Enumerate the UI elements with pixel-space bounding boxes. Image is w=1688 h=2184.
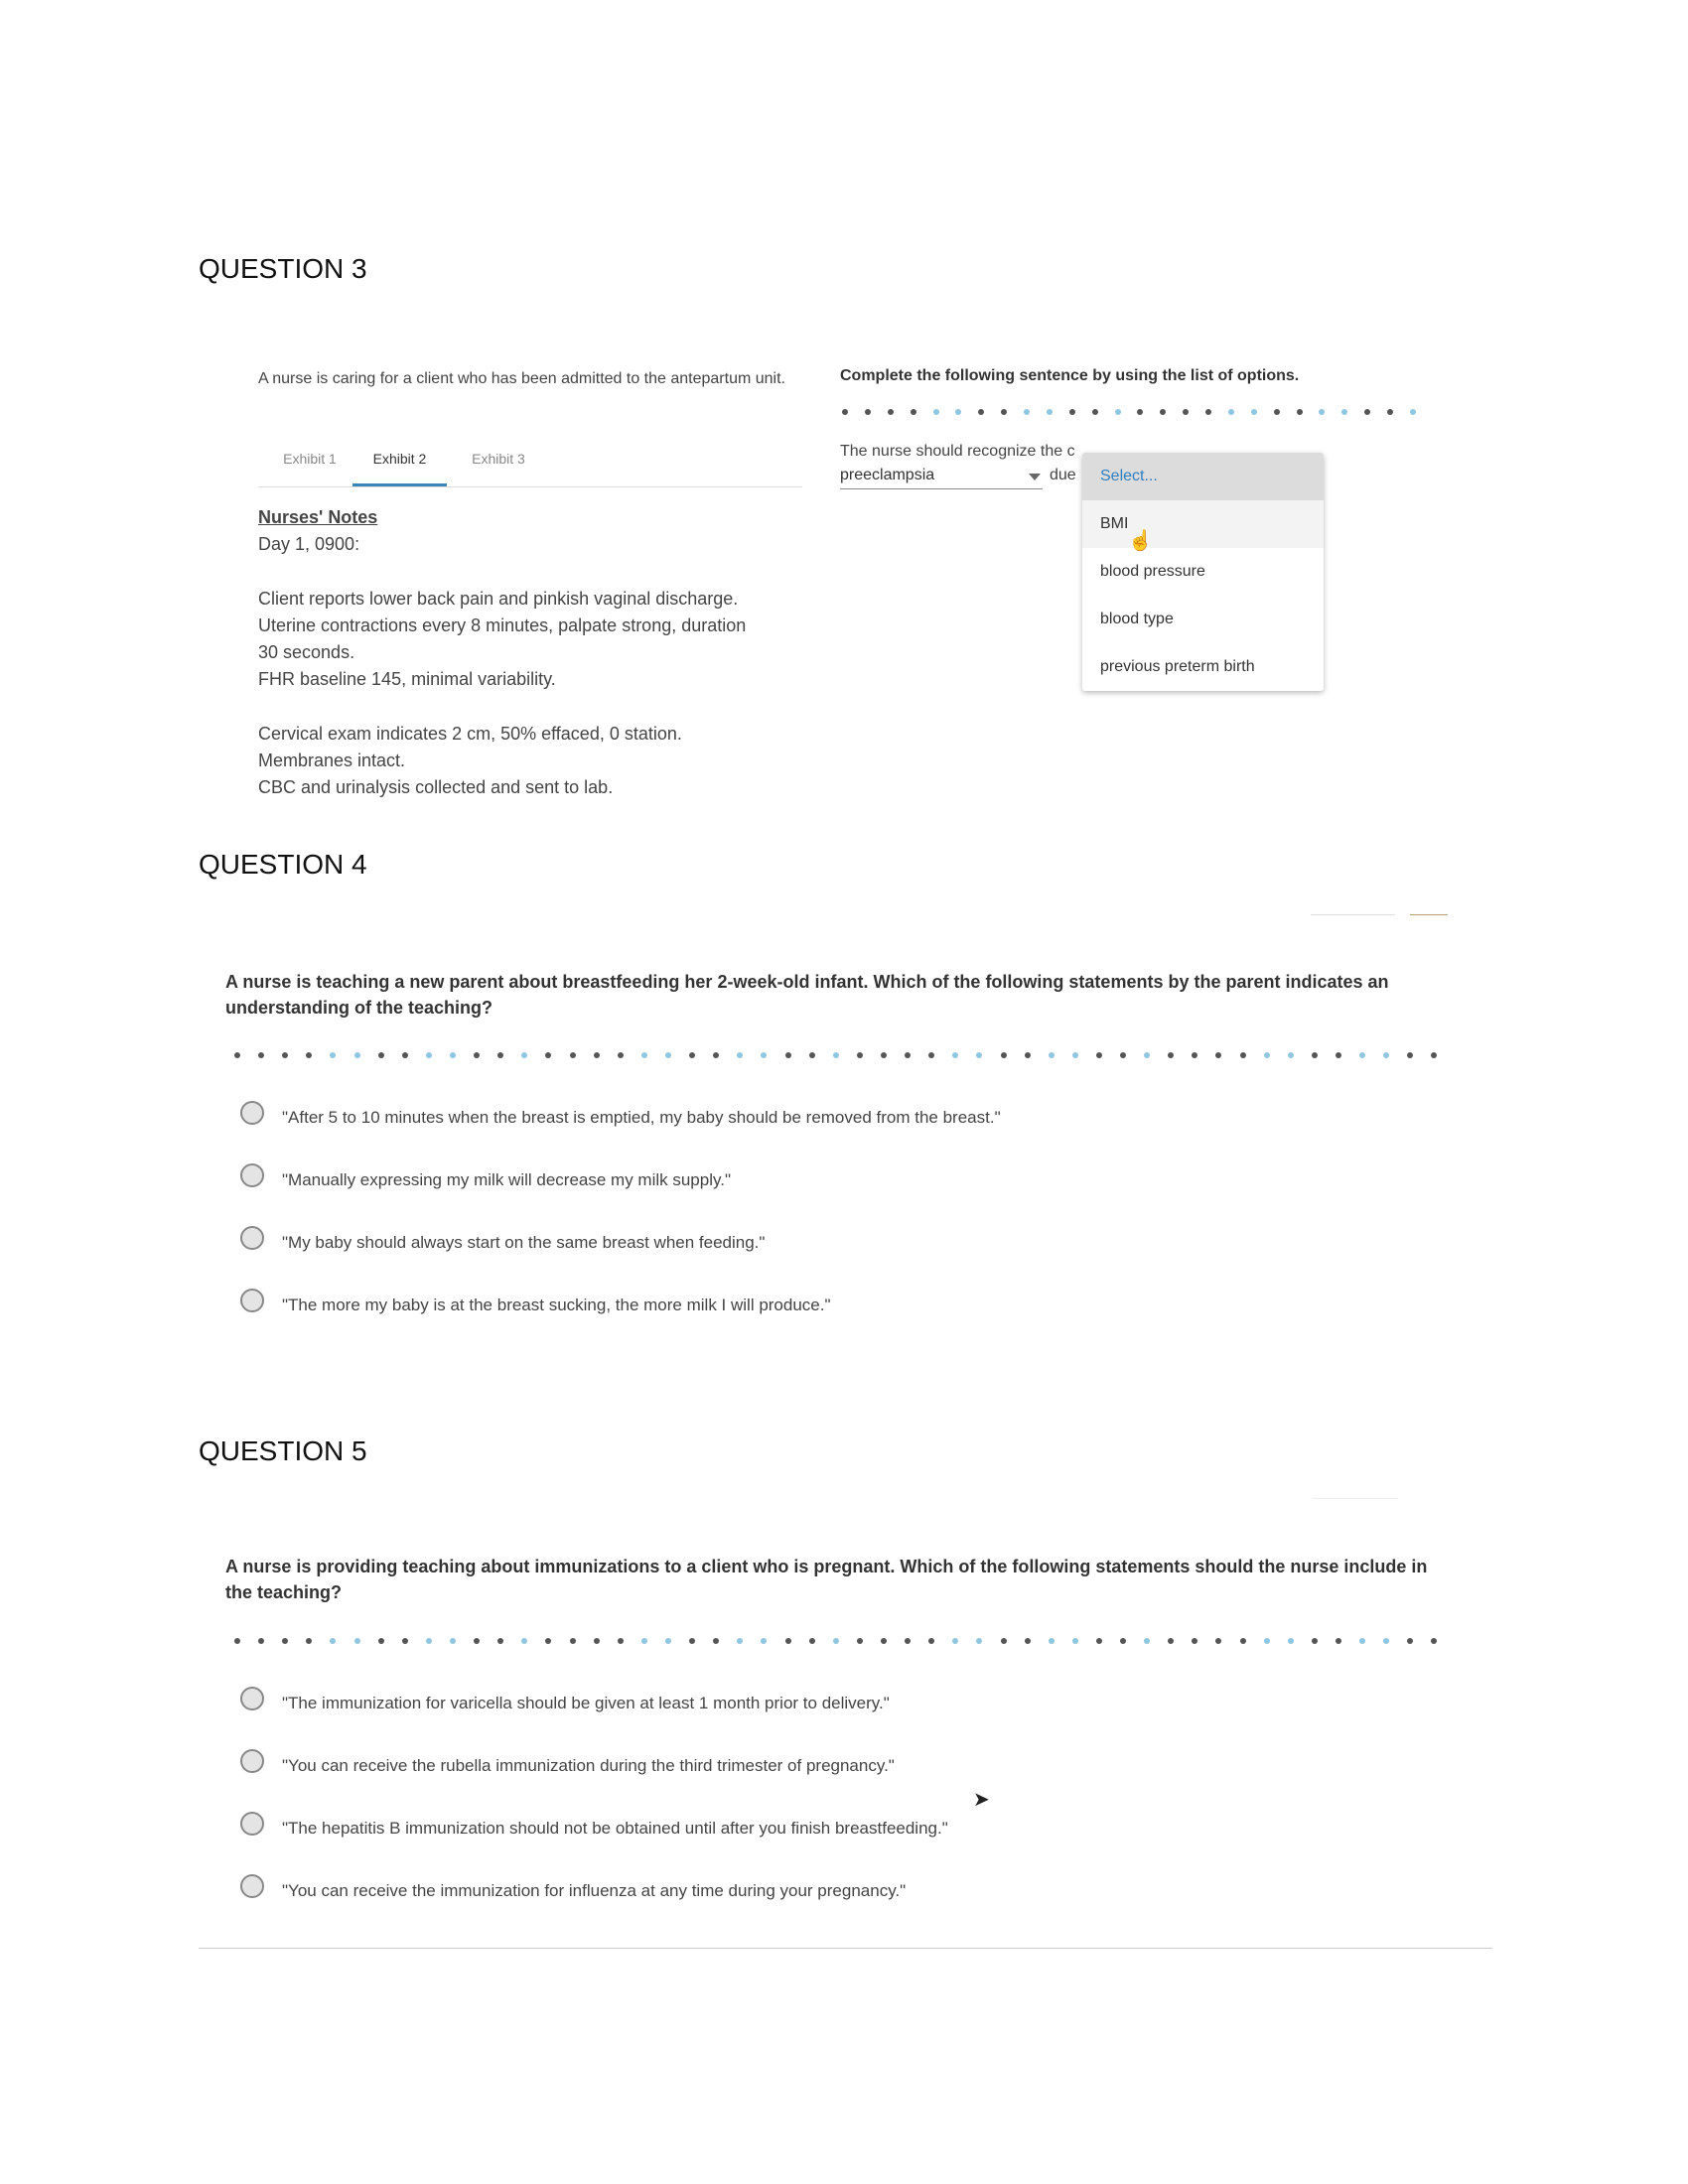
- condition-select[interactable]: [840, 467, 1043, 489]
- q5-option[interactable]: [240, 1809, 948, 1839]
- question-4-heading: QUESTION 4: [199, 849, 367, 880]
- divider-dot: [933, 409, 939, 415]
- notes-line: FHR baseline 145, minimal variability.: [258, 669, 556, 690]
- divider-dot: [378, 1638, 384, 1644]
- divider-dot: [978, 409, 984, 415]
- divider-dot: [330, 1052, 336, 1058]
- divider-dot: [833, 1638, 839, 1644]
- divider-dot: [594, 1052, 600, 1058]
- divider-dot: [1387, 409, 1393, 415]
- divider-dot: [450, 1052, 456, 1058]
- divider-dot: [761, 1638, 767, 1644]
- q4-option[interactable]: [240, 1098, 1001, 1128]
- divider-dot: [641, 1638, 647, 1644]
- tab-exhibit-1[interactable]: Exhibit 1: [283, 451, 337, 467]
- divider-dot: [450, 1638, 456, 1644]
- divider-dot: [905, 1638, 911, 1644]
- divider-dot: [1120, 1638, 1126, 1644]
- divider-dot: [1001, 409, 1007, 415]
- divider-dot: [1096, 1052, 1102, 1058]
- divider-dot: [785, 1638, 791, 1644]
- divider-dot: [1144, 1052, 1150, 1058]
- divider-dot: [976, 1638, 982, 1644]
- divider-dot: [1025, 1638, 1031, 1644]
- dropdown-option-select[interactable]: Select...: [1082, 453, 1324, 500]
- divider-dot: [833, 1052, 839, 1058]
- divider-dot: [665, 1638, 671, 1644]
- divider-dot: [354, 1052, 360, 1058]
- q3-instruction: Complete the following sentence by using the list of options.: [840, 367, 1300, 384]
- dotted-divider: [234, 1050, 1438, 1060]
- divider-dot: [354, 1638, 360, 1644]
- notes-line: Uterine contractions every 8 minutes, palpate strong, duration: [258, 614, 747, 635]
- divider-dot: [1168, 1638, 1174, 1644]
- divider-dot: [1137, 409, 1143, 415]
- divider-dot: [1001, 1638, 1007, 1644]
- dropdown-option-blood-pressure[interactable]: blood pressure: [1100, 563, 1205, 580]
- divider-dot: [1183, 409, 1189, 415]
- divider-dot: [1383, 1052, 1389, 1058]
- divider-dot: [1383, 1638, 1389, 1644]
- option-text: "Manually expressing my milk will decrease my milk supply.": [282, 1170, 731, 1189]
- notes-time: Day 1, 0900:: [258, 534, 360, 555]
- divider-dot: [881, 1638, 887, 1644]
- divider-dot: [1297, 409, 1303, 415]
- radio-button[interactable]: [240, 1289, 264, 1312]
- q3-sentence: The nurse should recognize the c: [840, 443, 1075, 460]
- divider-dot: [545, 1052, 551, 1058]
- dropdown-option-blood-type[interactable]: blood type: [1100, 611, 1174, 627]
- radio-button[interactable]: [240, 1101, 264, 1125]
- divider-dot: [955, 409, 961, 415]
- divider-dot: [1228, 409, 1234, 415]
- divider-dot: [928, 1638, 934, 1644]
- option-text: "My baby should always start on the same breast when feeding.": [282, 1233, 766, 1252]
- divider-dot: [809, 1052, 815, 1058]
- divider-dot: [426, 1638, 432, 1644]
- radio-button[interactable]: [240, 1163, 264, 1187]
- divider-dot: [1215, 1052, 1221, 1058]
- divider-dot: [809, 1638, 815, 1644]
- divider-dot: [521, 1638, 527, 1644]
- divider-dot: [1115, 409, 1121, 415]
- divider-dot: [888, 409, 894, 415]
- divider-dot: [689, 1052, 695, 1058]
- hand-pointer-icon: ☝: [1128, 530, 1153, 552]
- divider-dot: [570, 1638, 576, 1644]
- divider-dot: [282, 1638, 288, 1644]
- divider-dot: [1192, 1638, 1197, 1644]
- divider-dot: [881, 1052, 887, 1058]
- divider-dot: [234, 1052, 240, 1058]
- divider-dot: [761, 1052, 767, 1058]
- caret-down-icon: [1029, 474, 1041, 480]
- divider-dot: [474, 1052, 480, 1058]
- q4-stem: A nurse is teaching a new parent about breastfeeding her 2-week-old infant. Which of the following statements by the parent indicates an understanding of the teaching?: [225, 972, 1389, 1018]
- divider-dot: [1072, 1052, 1078, 1058]
- divider-dot: [306, 1052, 312, 1058]
- divider-dot: [1144, 1638, 1150, 1644]
- dropdown-option-previous-preterm-birth[interactable]: previous preterm birth: [1100, 658, 1255, 675]
- divider-dot: [594, 1638, 600, 1644]
- divider-dot: [1072, 1638, 1078, 1644]
- radio-button[interactable]: [240, 1226, 264, 1250]
- divider-dot: [1288, 1052, 1294, 1058]
- divider-dot: [1264, 1052, 1270, 1058]
- divider-dot: [521, 1052, 527, 1058]
- q5-option[interactable]: [240, 1871, 906, 1901]
- dropdown-option-bmi[interactable]: BMI: [1082, 500, 1324, 548]
- divider-dot: [474, 1638, 480, 1644]
- divider-dot: [258, 1052, 264, 1058]
- divider-dot: [1336, 1052, 1341, 1058]
- q5-option[interactable]: [240, 1684, 890, 1713]
- q4-option[interactable]: [240, 1223, 765, 1253]
- divider-dot: [1341, 409, 1347, 415]
- notes-line: Membranes intact.: [258, 751, 406, 771]
- divider-dot: [1288, 1638, 1294, 1644]
- divider-dot: [426, 1052, 432, 1058]
- divider-dot: [1312, 1052, 1318, 1058]
- divider-dot: [857, 1638, 863, 1644]
- option-text: "You can receive the rubella immunization during the third trimester of pregnancy.": [282, 1756, 895, 1775]
- divider-dot: [952, 1052, 958, 1058]
- divider-dot: [785, 1052, 791, 1058]
- divider-dot: [378, 1052, 384, 1058]
- divider-dot: [258, 1638, 264, 1644]
- q5-stem: A nurse is providing teaching about immunizations to a client who is pregnant. Which of the following statements should the nurse include in the teaching?: [225, 1557, 1428, 1602]
- q5-option[interactable]: [240, 1746, 895, 1776]
- question-5-heading: QUESTION 5: [199, 1435, 367, 1466]
- divider-dot: [570, 1052, 576, 1058]
- divider-dot: [911, 409, 916, 415]
- divider-dot: [402, 1638, 408, 1644]
- divider-dot: [1274, 409, 1280, 415]
- divider-dot: [1120, 1052, 1126, 1058]
- divider-dot: [402, 1052, 408, 1058]
- divider-dot: [665, 1052, 671, 1058]
- divider-dot: [306, 1638, 312, 1644]
- divider-dot: [1264, 1638, 1270, 1644]
- divider-dot: [330, 1638, 336, 1644]
- divider-dot: [618, 1638, 624, 1644]
- due-text: due: [1050, 467, 1076, 483]
- divider-dot: [234, 1638, 240, 1644]
- divider-dot: [497, 1638, 503, 1644]
- divider-dot: [1025, 1052, 1031, 1058]
- divider-dot: [1069, 409, 1075, 415]
- radio-button[interactable]: [240, 1687, 264, 1710]
- q4-option[interactable]: [240, 1160, 731, 1190]
- divider-line: [1311, 914, 1395, 915]
- divider-dot: [545, 1638, 551, 1644]
- exhibit-tabs: [258, 445, 802, 487]
- divider-dot: [976, 1052, 982, 1058]
- divider-dot: [641, 1052, 647, 1058]
- option-text: "The more my baby is at the breast sucking, the more milk I will produce.": [282, 1296, 831, 1314]
- divider-dot: [1336, 1638, 1341, 1644]
- divider-dot: [1160, 409, 1166, 415]
- divider-dot: [689, 1638, 695, 1644]
- option-text: "The immunization for varicella should be given at least 1 month prior to delivery.": [282, 1694, 890, 1712]
- divider-dot: [1251, 409, 1257, 415]
- divider-dot: [857, 1052, 863, 1058]
- tab-exhibit-2[interactable]: Exhibit 2: [352, 445, 447, 486]
- divider-dot: [1410, 409, 1416, 415]
- divider-dot: [1049, 1638, 1055, 1644]
- bottom-divider: [199, 1948, 1492, 1949]
- notes-line: CBC and urinalysis collected and sent to lab.: [258, 777, 614, 798]
- divider-dot: [1312, 1638, 1318, 1644]
- divider-dot: [952, 1638, 958, 1644]
- divider-dot: [1240, 1638, 1246, 1644]
- divider-dot: [1024, 409, 1030, 415]
- divider-dot: [1001, 1052, 1007, 1058]
- divider-dot: [1047, 409, 1053, 415]
- notes-line: Cervical exam indicates 2 cm, 50% effaced, 0 station.: [258, 723, 682, 744]
- divider-dot: [928, 1052, 934, 1058]
- dotted-divider: [842, 407, 1416, 417]
- divider-dot: [1049, 1052, 1055, 1058]
- divider-dot: [1431, 1638, 1437, 1644]
- notes-line: 30 seconds.: [258, 642, 355, 663]
- divider-line: [1313, 1498, 1398, 1499]
- divider-dot: [1359, 1638, 1365, 1644]
- divider-dot: [842, 409, 848, 415]
- divider-dot: [1431, 1052, 1437, 1058]
- divider-dot: [865, 409, 871, 415]
- divider-dot: [1240, 1052, 1246, 1058]
- arrow-cursor-icon: ➤: [973, 1789, 990, 1811]
- option-text: "You can receive the immunization for influenza at any time during your pregnancy.": [282, 1881, 907, 1900]
- divider-dot: [1359, 1052, 1365, 1058]
- divider-dot: [497, 1052, 503, 1058]
- divider-dot: [1319, 409, 1325, 415]
- divider-dot: [1205, 409, 1211, 415]
- option-text: "After 5 to 10 minutes when the breast is emptied, my baby should be removed from the breast.": [282, 1108, 1001, 1127]
- condition-select-value: preeclampsia: [840, 467, 935, 483]
- divider-dot: [1215, 1638, 1221, 1644]
- divider-dot: [1407, 1052, 1413, 1058]
- divider-dot: [713, 1638, 719, 1644]
- nurses-notes: [258, 504, 814, 802]
- divider-dot: [1192, 1052, 1197, 1058]
- divider-dot: [713, 1052, 719, 1058]
- tab-exhibit-3[interactable]: Exhibit 3: [472, 451, 525, 467]
- radio-button[interactable]: [240, 1874, 264, 1898]
- radio-button[interactable]: [240, 1749, 264, 1773]
- dotted-divider: [234, 1636, 1438, 1646]
- divider-dot: [905, 1052, 911, 1058]
- radio-button[interactable]: [240, 1812, 264, 1836]
- divider-dot: [1407, 1638, 1413, 1644]
- divider-dot: [618, 1052, 624, 1058]
- q3-stem: A nurse is caring for a client who has been admitted to the antepartum unit.: [258, 370, 785, 387]
- divider-dot: [1096, 1638, 1102, 1644]
- divider-dot: [1364, 409, 1370, 415]
- divider-dot: [282, 1052, 288, 1058]
- divider-dot: [737, 1638, 743, 1644]
- q4-option[interactable]: [240, 1286, 831, 1315]
- divider-dot: [1092, 409, 1098, 415]
- question-3-heading: QUESTION 3: [199, 253, 367, 284]
- notes-line: Client reports lower back pain and pinkish vaginal discharge.: [258, 588, 739, 609]
- divider-line: [1410, 914, 1448, 915]
- option-text: "The hepatitis B immunization should not be obtained until after you finish breastfeeding.": [282, 1819, 948, 1838]
- divider-dot: [1168, 1052, 1174, 1058]
- notes-title: Nurses' Notes: [258, 507, 378, 527]
- divider-dot: [737, 1052, 743, 1058]
- reason-dropdown-menu: [1082, 453, 1324, 691]
